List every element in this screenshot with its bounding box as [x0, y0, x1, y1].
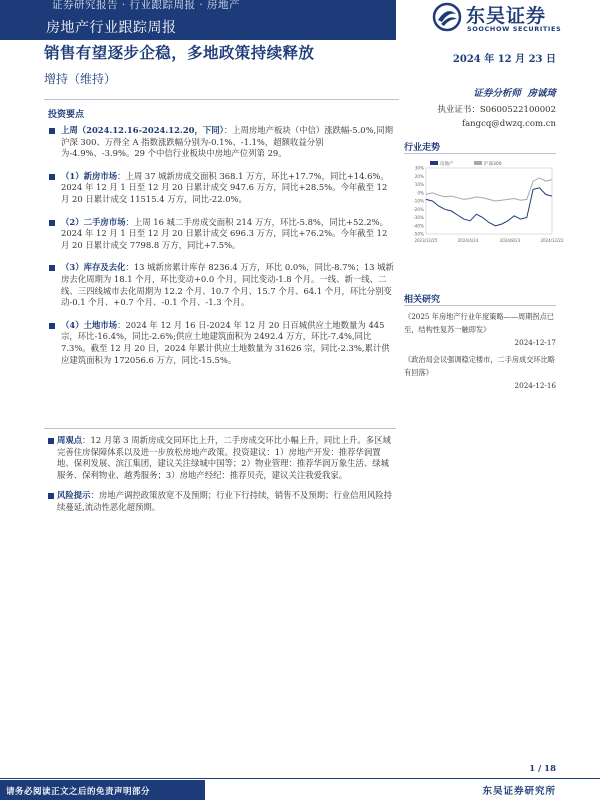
y-tick-label: 10% — [414, 182, 424, 187]
plot-frame — [426, 168, 552, 234]
y-tick-label: -50% — [413, 231, 424, 237]
summary-head: 周观点 — [57, 435, 83, 445]
y-tick-label: -40% — [413, 223, 424, 229]
list-item — [48, 217, 394, 252]
breadcrumb: 证券研究报告 · 行业跟踪周报 · 房地产 — [52, 0, 241, 11]
logo-text-cn: 东吴证券 — [466, 5, 547, 27]
bullet-icon — [48, 438, 54, 444]
bullet-icon — [49, 128, 55, 134]
x-tick-label: 2024/8/23 — [499, 238, 521, 243]
y-tick-label: -30% — [413, 215, 424, 220]
item-head: （2）二手房市场 — [61, 216, 126, 227]
section-title-trend: 行业走势 — [404, 143, 441, 153]
item-head: （4）土地市场 — [61, 319, 118, 330]
analyst-name: 房诚琦 — [527, 88, 556, 99]
y-tick-label: -20% — [413, 206, 424, 212]
legend-label: 沪深300 — [484, 162, 502, 167]
report-rating: 增持（维持） — [44, 72, 117, 86]
item-head: 上周（2024.12.16-2024.12.20，下同） — [61, 125, 224, 135]
industry-trend-chart — [404, 158, 564, 246]
summary-body: ：房地产调控政策放宽不及预期；行业下行持续，销售不及预期；行业信用风险持续蔓延,流动性恶化超预期。 — [57, 490, 392, 512]
related-item-title[interactable]: 《政治局会议强调稳定楼市，二手房成交环比略有回落》 — [404, 355, 555, 377]
analyst-email[interactable]: fangcq@dwzq.com.cn — [461, 119, 556, 129]
report-date: 2024 年 12 月 23 日 — [452, 54, 556, 65]
item-body: ：13 城新房累计库存 8236.4 万方，环比 0.0%，同比-8.7%；13 城新房去化周期为 18.1 个月，环比变动+0.0 个月，同比变动-1.8 个月。一线、新一线、二线、三四线城市去化周期为 12.2 个月、10.7 个月、15.7 个月、64.1 个月，环比分别变动-0.1 个月、+0.7 个月、-0.1 个月、-1.3 个月。 — [61, 262, 394, 308]
bullet-icon — [49, 220, 55, 226]
y-tick-label: -10% — [413, 198, 424, 204]
divider — [44, 99, 399, 100]
divider — [404, 153, 556, 154]
institute-name: 东吴证券研究所 — [482, 786, 556, 797]
item-body: ：上周房地产板块（中信）涨跌幅-5.0%,同期沪深 300、万得全 A 指数涨跌幅分别为-0.1%、-1.1%，超额收益分别为-4.9%、-3.9%。29 个中信行业板块中房地产位列第 29。 — [61, 125, 393, 159]
analyst-block — [416, 85, 556, 129]
bullet-icon — [49, 174, 55, 180]
item-body: ：上周 16 城二手房成交面积 214 万方，环比-5.8%，同比+52.2%。2024 年 12 月 1 日至 12 月 20 日累计成交 696.3 万方，同比+76.2%。今年截至 12 月 20 日累计成交 7798.8 万方，同比+7.5%。 — [61, 216, 388, 250]
related-research — [404, 310, 556, 396]
bullet-icon — [49, 265, 55, 271]
list-item — [48, 320, 394, 366]
item-head: （3）库存及去化 — [61, 262, 126, 273]
related-item-title[interactable]: 《2025 年房地产行业年度策略——周期拐点已至，结构性复苏一触即发》 — [404, 312, 554, 334]
summary-block — [44, 428, 396, 523]
key-points — [48, 125, 394, 377]
summary-head: 风险提示 — [57, 490, 91, 501]
report-title: 销售有望逐步企稳，多地政策持续释放 — [44, 43, 315, 62]
related-item-date: 2024-12-16 — [514, 381, 556, 390]
analyst-license: 执业证书：S0600522100002 — [437, 105, 556, 115]
header-bar — [0, 0, 396, 40]
item-head: （1）新房市场 — [61, 170, 118, 181]
footer-divider — [0, 778, 600, 779]
disclaimer-text: 请务必阅读正文之后的免责声明部分 — [6, 787, 151, 797]
legend-swatch — [474, 161, 482, 165]
x-tick-label: 2024/4/24 — [457, 238, 479, 243]
list-item — [48, 125, 394, 160]
company-logo — [432, 0, 602, 38]
disclaimer-bar — [0, 780, 205, 800]
x-tick-label: 2023/12/25 — [414, 238, 438, 243]
y-tick-label: 20% — [414, 173, 424, 179]
x-tick-label: 2024/12/22 — [540, 238, 564, 243]
list-item — [48, 171, 394, 206]
summary-item — [44, 490, 396, 513]
summary-body: ：12 月第 3 周新房成交同环比上升，二手房成交环比小幅上升，同比上升。多区域完善住房保障体系以及进一步放松房地产政策。投资建议：1）房地产开发：推荐华润置地、保利发展、滨江集团，建议关注绿城中国等；2）物业管理：推荐华润万象生活、绿城服务、保利物业、越秀服务；3）房地产经纪：推荐贝壳，建议关注我爱我家。 — [57, 435, 391, 480]
summary-item — [44, 435, 396, 481]
analyst-label: 证券分析师 — [473, 88, 521, 99]
list-item — [48, 262, 394, 308]
legend-label: 房地产 — [440, 162, 454, 167]
report-series: 房地产行业跟踪周报 — [46, 20, 177, 36]
bullet-icon — [48, 493, 54, 499]
logo-mark-icon — [432, 2, 462, 32]
bullet-icon — [49, 323, 55, 329]
item-body: ：2024 年 12 月 16 日-2024 年 12 月 20 日百城供应土地数量为 445 宗，环比-16.4%，同比-2.6%;供应土地建筑面积为 2492.4 万方，环比-7.4%,同比 7.3%。截至 12 月 20 日，2024 年累计供应土地数量为 31626 宗，同比-2.3%,累计供应建筑面积为 172056.6 万方，同比-15.5%。 — [61, 319, 390, 365]
section-title-related: 相关研究 — [404, 295, 441, 305]
section-title-key-points: 投资要点 — [48, 110, 85, 120]
logo-text-en: SOOCHOW SECURITIES — [467, 25, 562, 33]
related-item-date: 2024-12-17 — [514, 338, 556, 347]
item-body: ：上周 37 城新房成交面积 368.1 万方，环比+17.7%，同比+14.6%。2024 年 12 月 1 日至 12 月 20 日累计成交 947.6 万方，同比+28.5%。今年截至 12 月 20 日累计成交 11515.4 万方，同比-22.0%。 — [61, 170, 389, 204]
divider — [404, 305, 556, 306]
y-tick-label: 0% — [417, 190, 424, 196]
y-tick-label: 30% — [414, 165, 424, 171]
legend-swatch — [430, 161, 438, 165]
series-line — [426, 188, 552, 226]
page-number: 1 / 18 — [529, 764, 556, 774]
